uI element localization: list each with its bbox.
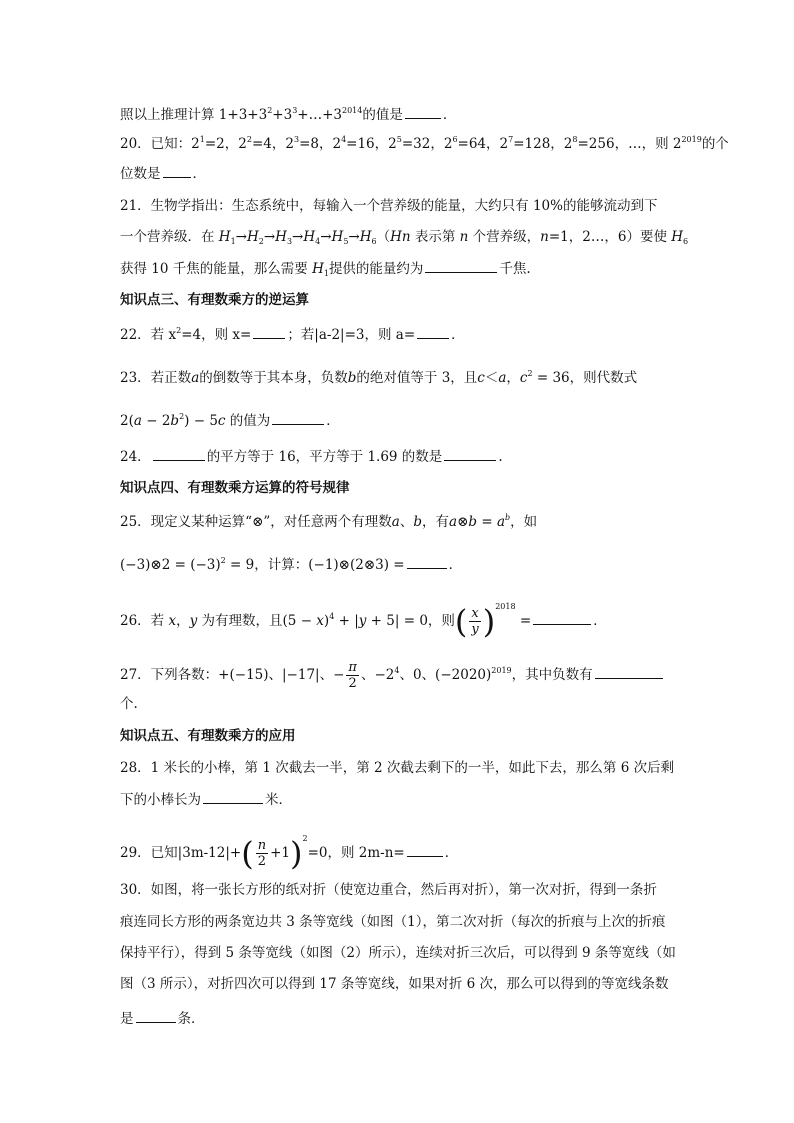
answer-blank[interactable] [136, 1008, 176, 1023]
question-28-line2: 下的小棒长为 米． [120, 789, 292, 810]
answer-blank[interactable] [163, 163, 191, 178]
question-20-line2: 位数是 ． [120, 163, 206, 184]
section-heading-4: 知识点四、有理数乘方运算的符号规律 [120, 480, 350, 496]
question-19-tail: 照以上推理计算 $1+3+3^2+3^3+\dots+3^{2014}$的值是 ． [120, 106, 457, 123]
answer-blank[interactable] [153, 446, 205, 461]
question-27-line1: 27．下列各数：+(−15)、|−17|、− $\frac{\pi}{2}$ 、$-2^4$、0、$(-2020)^{2019}$，其中负数有 [120, 660, 665, 691]
question-30-line2: 痕连同长方形的两条宽边共 3 条等宽线（如图（1），第二次对折（每次的折痕与上次的折痕 [120, 914, 666, 930]
question-25-line2: (−3)⊗2 = $(-3)^2 = 9$，计算：(−1)⊗(2⊗3) = ． [120, 556, 463, 573]
question-29: 29．已知|3m-12|+( $\frac{n}{2}$ +1)$^2$=0，则 2m-n= ． [120, 834, 459, 873]
section-heading-3: 知识点三、有理数乘方的逆运算 [120, 292, 309, 308]
question-30-line4: 图（3 所示），对折四次可以得到 17 条等宽线，如果对折 6 次，那么可以得到的等宽线条数 [120, 976, 669, 992]
question-21-line2: 一个营养级．在 $H_1\to H_2\to H_3\to H_4\to H_5\to H_6(Hn$ 表示第 n 个营养级，n=1，2…，6）要使 $H_6$ [120, 229, 689, 246]
question-21-line1: 21．生物学指出：生态系统中，每输入一个营养级的能量，大约只有 10%的能够流动到下 [120, 198, 658, 214]
question-30-line5: 是 条． [120, 1008, 205, 1029]
answer-blank[interactable] [444, 446, 496, 461]
question-27-line2: 个. [120, 696, 138, 712]
answer-blank[interactable] [407, 842, 443, 857]
answer-blank[interactable] [253, 324, 285, 339]
question-23-line2: $2(a - 2b^2) - 5c$ 的值为 ． [120, 412, 340, 429]
answer-blank[interactable] [417, 324, 449, 339]
question-25-line1: 25．现定义某种运算“⊗”，对任意两个有理数a、b，有a⊗b = $a^b$，如 [120, 513, 538, 530]
question-26: 26．若 x，y 为有理数，且$(5 - x)^4 + |y + 5| = 0$，则( $\frac{x}{y}$ )$^{2018}$ = ． [120, 602, 607, 641]
answer-blank[interactable] [425, 258, 497, 273]
question-21-line3: 获得 10 千焦的能量，那么需要 $H_1$提供的能量约为 千焦. [120, 258, 531, 279]
answer-blank[interactable] [407, 554, 447, 569]
answer-blank[interactable] [595, 664, 663, 679]
question-24: 24． 的平方等于 16，平方等于 1.69 的数是 . [120, 446, 503, 467]
question-20-line1: 20．已知：$2^1=2$，$2^2=4$，$2^3=8$，$2^4=16$，$2^5=32$，$2^6=64$，$2^7=128$，$2^8=256$，…，则 $2^{2019}$的个 [120, 135, 729, 152]
answer-blank[interactable] [405, 104, 441, 119]
question-30-line1: 30．如图，将一张长方形的纸对折（使宽边重合，然后再对折），第一次对折，得到一条折 [120, 882, 657, 898]
question-30-line3: 保持平行），得到 5 条等宽线（如图（2）所示），连续对折三次后，可以得到 9 条等宽线（如 [120, 945, 676, 961]
question-22: 22．若 $x^2=4$，则 x= ；若|a-2|=3，则 a= ． [120, 326, 465, 343]
answer-blank[interactable] [203, 789, 263, 804]
question-28-line1: 28．1 米长的小棒，第 1 次截去一半，第 2 次截去剩下的一半，如此下去，那么第 6 次后剩 [120, 760, 675, 776]
answer-blank[interactable] [533, 610, 591, 625]
section-heading-5: 知识点五、有理数乘方的应用 [120, 728, 296, 744]
answer-blank[interactable] [272, 410, 324, 425]
question-23-line1: 23．若正数a的倒数等于其本身，负数b的绝对值等于 3，且c＜a，$c^2 = 36$，则代数式 [120, 369, 638, 386]
